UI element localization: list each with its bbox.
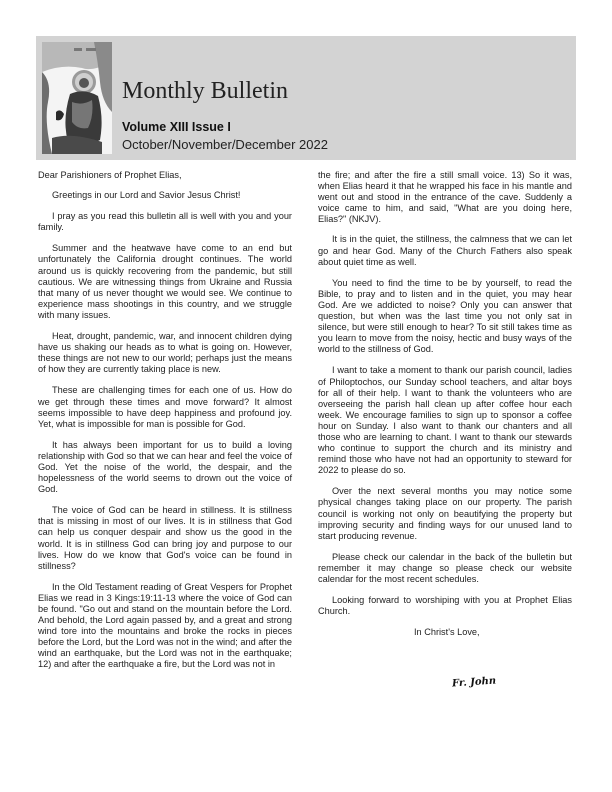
letter-paragraph: Over the next several months you may notice some physical changes taking place on our property. The parish council is working not only on beautifying the property but improving security and finding ways for our unused land to start producing revenue. [318,486,572,541]
letter-paragraph: Please check our calendar in the back of the bulletin but remember it may change so please check our website calendar for the most recent schedules. [318,551,572,584]
prophet-elias-icon [42,42,112,154]
letter-closing: In Christ's Love, [414,627,480,638]
letter-paragraph: You need to find the time to be by yourself, to read the Bible, to pray and to listen and in the quiet, you may hear God. Are we addicted to noise? Only you can answer that question, but when was the last time you not only sat in silence, but were still enough to hear? To sit still takes time as you learn to move from the noisy, hectic and busy ways of the world to the stillness of God. [318,277,572,355]
signature: Fr. John [451,675,497,690]
letter-paragraph: It is in the quiet, the stillness, the calmness that we can let go and hear God. Many of the Church Fathers also speak about quiet time as well. [318,234,572,267]
letter-paragraph: The voice of God can be heard in stillness. It is stillness that is missing in most of our lives. It is in stillness that God can help us conquer despair and show us the good in the world. It is in stillness God can bring joy and purpose to our lives. How do we know that God's voice can be found in stillness? [38,505,292,571]
letter-paragraph: the fire; and after the fire a still small voice. 13) So it was, when Elias heard it that he wrapped his face in his mantle and went out and stood in the entrance of the cave. Suddenly a voice came to him, and said, "What are you doing here, Elias?" (NKJV). [318,170,572,225]
letter-column-right [318,170,572,642]
letter-paragraph: Heat, drought, pandemic, war, and innocent children dying have us shaking our heads as to what is going on. However, these things are not new to our world; perhaps just the means of how they are currently taking place is new. [38,331,292,375]
letter-paragraph: Looking forward to worshiping with you at Prophet Elias Church. [318,595,572,617]
letter-paragraph: I want to take a moment to thank our parish council, ladies of Philoptochos, our Sunday school teachers, and altar boys for all of their help. I want to thank the volunteers who are overseeing the parish hall clean up after coffee hour each week. We encourage families to sign up to sponsor a coffee hour on Sunday. I also want to thank our chanters and all those who are learning to chant. I want to thank our stewards who continue to support the church and its ministry and remind those who have not had an opportunity to steward for 2022 to please do so. [318,365,572,476]
letter-salutation: Dear Parishioners of Prophet Elias, [38,170,182,180]
volume-issue: Volume XIII Issue I [122,120,231,134]
letter-column-left [38,170,292,681]
letter-paragraph: I pray as you read this bulletin all is well with you and your family. [38,211,292,233]
letter-paragraph: Greetings in our Lord and Savior Jesus Christ! [52,190,241,201]
letter-paragraph: Summer and the heatwave have come to an end but unfortunately the California drought continues. The world around us is quickly recovering from the pandemic, but still cautious. We are witnessing things from Ukraine and Russia that many of us never thought we would see. We continue to experience mass shootings in this country, and we struggle with many issues. [38,243,292,320]
bulletin-title: Monthly Bulletin [122,78,289,104]
letter-paragraph: It has always been important for us to build a loving relationship with God so that we can hear and feel the voice of God. Yet the noise of the world, the despair, and the hopelessness of the world seems to drown out the voice of God. [38,439,292,495]
letter-paragraph: These are challenging times for each one of us. How do we get through these times and move forward? It almost seems impossible to have deep happiness and profound joy. Yet, what is impossible for man is possible for God. [38,385,292,429]
issue-date: October/November/December 2022 [122,137,328,152]
letter-paragraph: In the Old Testament reading of Great Vespers for Prophet Elias we read in 3 Kings:19:11-13 where the voice of God can be found. "Go out and stand on the mountain before the Lord. And behold, the Lord again passed by, and a great and strong wind tore into the mountains and broke the rocks in pieces before the Lord, but the Lord was not in the wind; and after the wind an earthquake, but the Lord was not in the earthquake; 12) and after the earthquake a fire, but the Lord was not in [38,581,292,670]
bulletin-header [36,36,576,160]
